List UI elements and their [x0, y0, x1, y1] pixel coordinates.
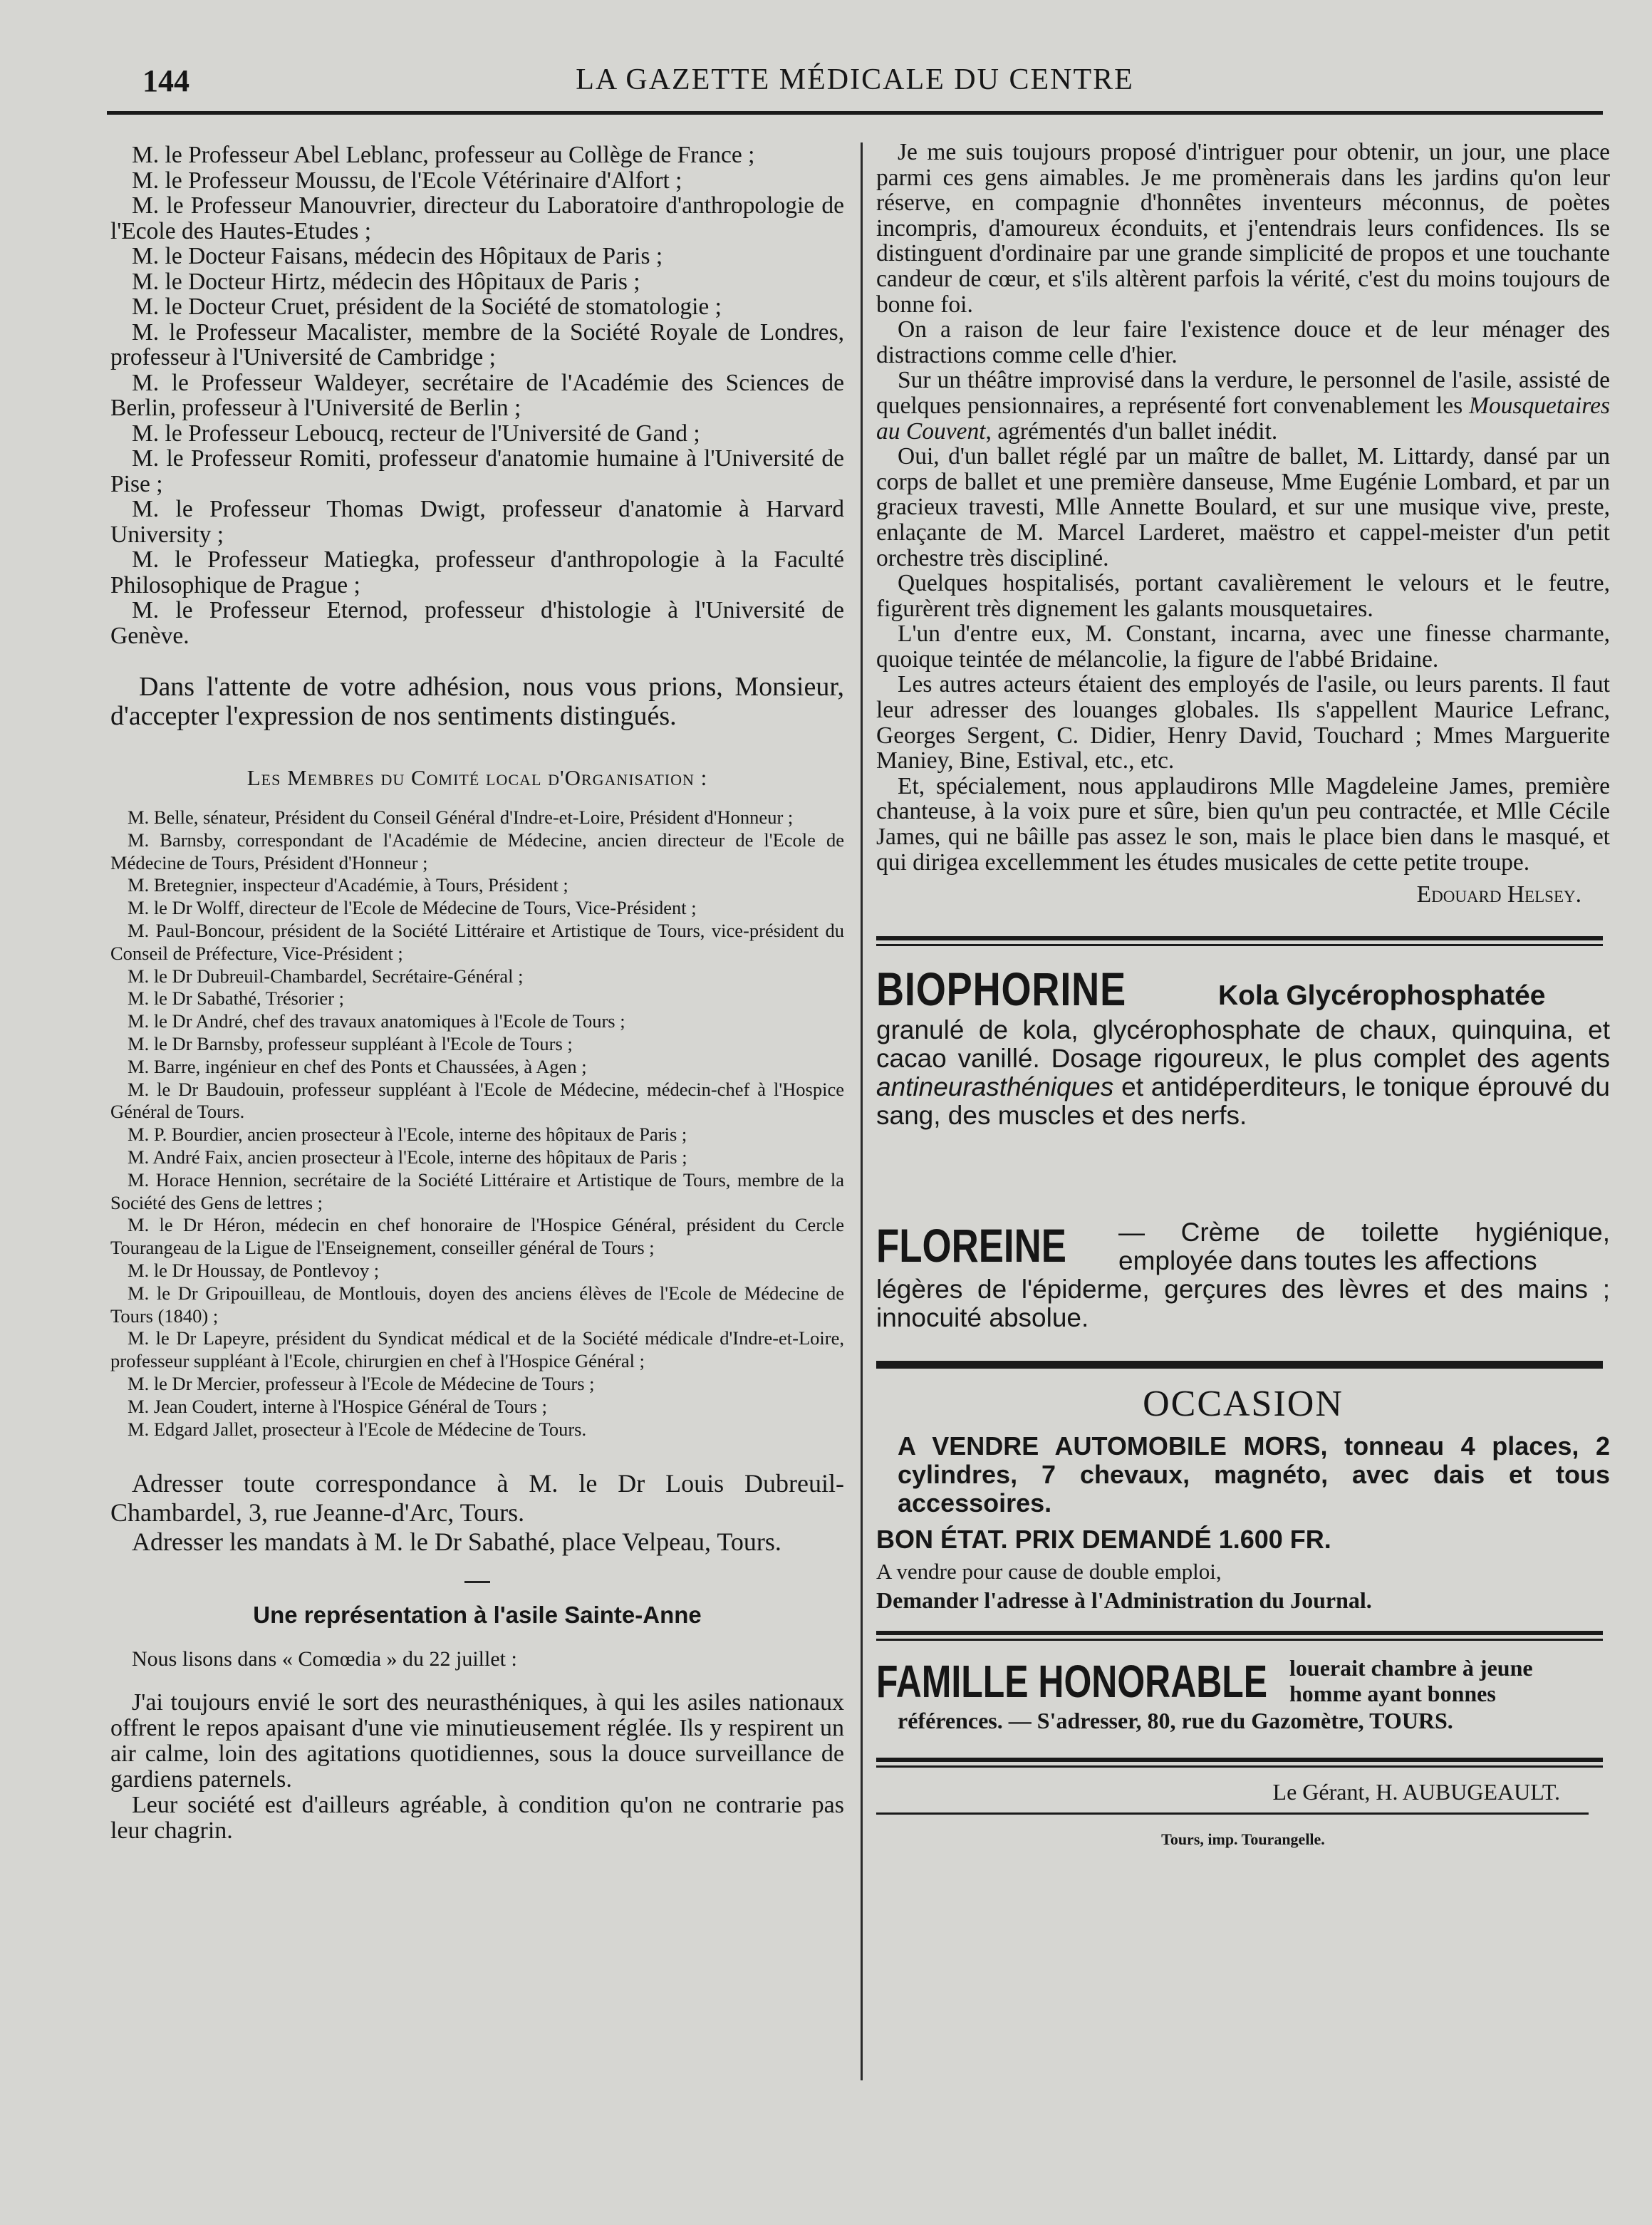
professor-list: [110, 142, 844, 648]
article-paragraph: J'ai toujours envié le sort des neurasthéniques, à qui les asiles nationaux offrent le repos apaisant d'une vie minutieusement réglée. Ils y respirent un air calme, loin des agitations quotidiennes, sous la douce surveillance de gardiens paternels.: [110, 1689, 844, 1793]
list-item: M. Bretegnier, inspecteur d'Académie, à Tours, Président ;: [128, 874, 568, 896]
list-item: M. le Dr Baudouin, professeur suppléant à l'Ecole de Médecine, médecin-chef à l'Hospice Général de Tours.: [110, 1078, 844, 1123]
list-item: M. le Professeur Manouvrier, directeur du Laboratoire d'anthropologie de l'Ecole des Hautes-Etudes ;: [110, 192, 844, 244]
list-item: M. le Dr Héron, médecin en chef honoraire de l'Hospice Général, président du Cercle Tourangeau de la Ligue de l'Enseignement, conseiller général de Tours ;: [110, 1214, 844, 1259]
ad-rule: [876, 1758, 1603, 1768]
article-paragraph: Je me suis toujours proposé d'intriguer pour obtenir, un jour, une place parmi ces gens aimables. Je me promènerais dans les jardins qu'on leur réserve, en compagnie d'honnêtes inventeurs méconnus, de poètes incompris, d'amoureux éconduits, et j'entendrais leurs confidences. Ils se distinguent d'ordinaire par une grande simplicité de propos et une touchante candeur de cœur, et s'ils altèrent parfois la vérité, c'est du moins toujours de bonne foi.: [876, 139, 1610, 318]
list-item: M. le Professeur Leboucq, recteur de l'Université de Gand ;: [132, 420, 700, 447]
ad-biophorine: [876, 962, 1610, 1218]
article-paragraph: L'un d'entre eux, M. Constant, incarna, avec une finesse charmante, quoique teintée de mélancolie, la figure de l'abbé Bridaine.: [876, 621, 1610, 673]
article-paragraph: Et, spécialement, nous applaudirons Mlle Magdeleine James, première chanteuse, à la voix pure et sûre, bien qu'un peu contractée, et Mlle Cécile James, qui ne bâille pas assez le son, mais le place bien dans le masqué, et qui dirigea excellemment les études musicales de cette petite troupe.: [876, 772, 1610, 876]
header-rule: [107, 111, 1603, 115]
ad-text: légères de l'épiderme, gerçures des lèvres et des mains ; innocuité absolue.: [876, 1274, 1610, 1332]
list-item: M. le Professeur Thomas Dwigt, professeur d'anatomie à Harvard University ;: [110, 496, 844, 548]
list-item: M. le Dr Wolff, directeur de l'Ecole de Médecine de Tours, Vice-Président ;: [128, 897, 697, 919]
ad-text: Demander l'adresse à l'Administration du Journal.: [876, 1587, 1372, 1613]
list-item: M. Paul-Boncour, président de la Société Littéraire et Artistique de Tours, vice-président du Conseil de Préfecture, Vice-Président ;: [110, 919, 844, 964]
list-item: M. le Dr Sabathé, Trésorier ;: [128, 987, 344, 1010]
left-column: [110, 142, 844, 1844]
list-item: M. le Docteur Cruet, président de la Société de stomatologie ;: [132, 294, 722, 320]
list-item: M. le Professeur Romiti, professeur d'anatomie humaine à l'Université de Pise ;: [110, 445, 844, 497]
article-signature: Edouard Helsey.: [1416, 881, 1581, 908]
text-run: et antidéperditeurs, le tonique éprouvé du sang, des muscles et des nerfs.: [876, 1072, 1610, 1130]
ad-text: BON ÉTAT. PRIX DEMANDÉ 1.600 FR.: [876, 1524, 1331, 1554]
address-block: [110, 1469, 844, 1557]
list-item: M. Jean Coudert, interne à l'Hospice Général de Tours ;: [128, 1395, 547, 1417]
text-run: Sur un théâtre improvisé dans la verdure, le personnel de l'asile, assisté de quelques pensionnaires, a représenté fort convenablement les: [876, 367, 1610, 419]
list-item: M. Barre, ingénieur en chef des Ponts et Chaussées, à Agen ;: [128, 1055, 587, 1077]
list-item: M. le Dr Lapeyre, président du Syndicat médical et de la Société médicale d'Indre-et-Loire, professeur suppléant à l'Ecole, chirurgien en chef à l'Hospice Général ;: [110, 1327, 844, 1372]
article-intro: Nous lisons dans « Comœdia » du 22 juillet :: [132, 1647, 517, 1671]
printer-line: Tours, imp. Tourangelle.: [1161, 1830, 1325, 1848]
text-run: , agrémentés d'un ballet inédit.: [985, 417, 1278, 445]
ad-text: références. — S'adresser, 80, rue du Gazomètre, TOURS.: [898, 1707, 1453, 1733]
list-item: M. le Dr André, chef des travaux anatomiques à l'Ecole de Tours ;: [128, 1010, 625, 1032]
text-run: granulé de kola, glycérophosphate de chaux, quinquina, et cacao vanillé. Dosage rigoureux, le plus complet des agents: [876, 1015, 1610, 1073]
ad-text: — Crème de toilette hygiénique, employée dans toutes les affections: [1118, 1217, 1610, 1275]
address-payments: Adresser les mandats à M. le Dr Sabathé, place Velpeau, Tours.: [132, 1528, 781, 1557]
list-item: M. Belle, sénateur, Président du Conseil Général d'Indre-et-Loire, Président d'Honneur ;: [128, 807, 794, 828]
article-paragraph: Leur société est d'ailleurs agréable, à condition qu'on ne contrarie pas leur chagrin.: [110, 1792, 844, 1845]
article-paragraph: [876, 368, 1610, 444]
list-item: M. le Professeur Eternod, professeur d'histologie à l'Université de Genève.: [110, 597, 844, 649]
list-item: M. le Dr Gripouilleau, de Montlouis, doyen des anciens élèves de l'Ecole de Médecine de Tours (1840) ;: [110, 1282, 844, 1327]
address-correspondence: Adresser toute correspondance à M. le Dr Louis Dubreuil-Chambardel, 3, rue Jeanne-d'Arc, Tours.: [110, 1469, 844, 1528]
ad-brand-name: FLOREINE: [876, 1218, 1066, 1272]
section-rule: [464, 1581, 490, 1583]
ad-rule: [876, 1361, 1603, 1369]
ad-rule: [876, 1631, 1603, 1641]
list-item: M. P. Bourdier, ancien prosecteur à l'Ecole, interne des hôpitaux de Paris ;: [128, 1124, 687, 1146]
list-item: M. le Dr Mercier, professeur à l'Ecole de Médecine de Tours ;: [128, 1372, 595, 1394]
list-item: M. André Faix, ancien prosecteur à l'Ecole, interne des hôpitaux de Paris ;: [128, 1146, 687, 1168]
play-title: Mousquetaires au Couvent: [876, 392, 1610, 445]
list-item: M. Edgard Jallet, prosecteur à l'Ecole de Médecine de Tours.: [128, 1418, 587, 1440]
closing-paragraph: Dans l'attente de votre adhésion, nous vous prions, Monsieur, d'accepter l'expression de nos sentiments distingués.: [110, 672, 844, 731]
ad-text: A vendre pour cause de double emploi,: [876, 1558, 1222, 1584]
list-item: M. le Professeur Matiegka, professeur d'anthropologie à la Faculté Philosophique de Prague ;: [110, 546, 844, 598]
article-paragraph: Les autres acteurs étaient des employés de l'asile, ou leurs parents. Il faut leur adresser des louanges globales. Ils s'appellent Maurice Lefranc, Georges Sergent, C. Didier, Henry David, Touchard ; Mmes Marguerite Maniey, Bine, Estival, etc., etc.: [876, 671, 1610, 774]
ad-brand-name: BIOPHORINE: [876, 962, 1126, 1015]
right-column: [876, 140, 1610, 1849]
ad-title: OCCASION: [1143, 1383, 1344, 1424]
list-item: M. Horace Hennion, secrétaire de la Société Littéraire et Artistique de Tours, membre de la Société des Gens de lettres ;: [110, 1168, 844, 1213]
article-paragraph: Quelques hospitalisés, portant cavalièrement le velours et le feutre, figurèrent très dignement les galants mousquetaires.: [876, 570, 1610, 622]
list-item: M. le Docteur Hirtz, médecin des Hôpitaux de Paris ;: [132, 268, 640, 295]
gerant-line: Le Gérant, H. AUBUGEAULT.: [1272, 1778, 1560, 1805]
list-item: M. le Professeur Macalister, membre de la Société Royale de Londres, professeur à l'Université de Cambridge ;: [110, 318, 844, 370]
ad-subtitle: Kola Glycérophosphatée: [1218, 980, 1546, 1011]
list-item: M. Barnsby, correspondant de l'Académie de Médecine, ancien directeur de l'Ecole de Médecine de Tours, Président d'Honneur ;: [110, 829, 844, 873]
list-item: M. le Professeur Abel Leblanc, professeur au Collège de France ;: [132, 142, 755, 168]
ad-text: A VENDRE AUTOMOBILE MORS, tonneau 4 places, 2 cylindres, 7 chevaux, magnéto, avec dais et tous accessoires.: [898, 1431, 1610, 1518]
ad-floreine: [876, 1218, 1610, 1339]
page-header: [107, 63, 1603, 105]
article-paragraph: Oui, d'un ballet réglé par un maître de ballet, M. Littardy, dansé par un corps de ballet et une première danseuse, Mme Eugénie Lombard, et par un gracieux travesti, Mlle Annette Boulard, et sur une musique vive, preste, enlaçante de M. Marcel Larderet, maëstro et cappel-meister d'un petit orchestre très discipliné.: [876, 443, 1610, 571]
ad-brand-name: FAMILLE HONORABLE: [876, 1655, 1268, 1707]
text-run: antineurasthéniques: [876, 1072, 1114, 1101]
article-paragraph: On a raison de leur faire l'existence douce et de leur ménager des distractions comme celle d'hier.: [876, 316, 1610, 368]
page-title: LA GAZETTE MÉDICALE DU CENTRE: [576, 63, 1134, 96]
footer-rule: [876, 1812, 1589, 1815]
article-body: [110, 1690, 844, 1844]
list-item: M. le Dr Houssay, de Pontlevoy ;: [128, 1259, 380, 1281]
ad-famille: [876, 1655, 1610, 1741]
committee-list: [110, 807, 844, 1441]
list-item: M. le Professeur Waldeyer, secrétaire de l'Académie des Sciences de Berlin, professeur à l'Université de Berlin ;: [110, 369, 844, 421]
list-item: M. le Professeur Moussu, de l'Ecole Vétérinaire d'Alfort ;: [132, 167, 682, 194]
committee-heading: Les Membres du Comité local d'Organisation :: [246, 765, 708, 790]
article-continuation: [876, 140, 1610, 908]
ad-rule: [876, 936, 1603, 946]
column-divider: [861, 142, 863, 2080]
page-number: 144: [142, 63, 189, 98]
ad-occasion: [876, 1383, 1610, 1614]
ad-text: louerait chambre à jeune homme ayant bonnes: [1289, 1654, 1533, 1706]
list-item: M. le Docteur Faisans, médecin des Hôpitaux de Paris ;: [132, 243, 663, 269]
article-title: Une représentation à l'asile Sainte-Anne: [253, 1602, 702, 1629]
ad-text: [876, 1016, 1610, 1130]
list-item: M. le Dr Dubreuil-Chambardel, Secrétaire-Général ;: [128, 965, 524, 987]
list-item: M. le Dr Barnsby, professeur suppléant à l'Ecole de Tours ;: [128, 1032, 573, 1054]
